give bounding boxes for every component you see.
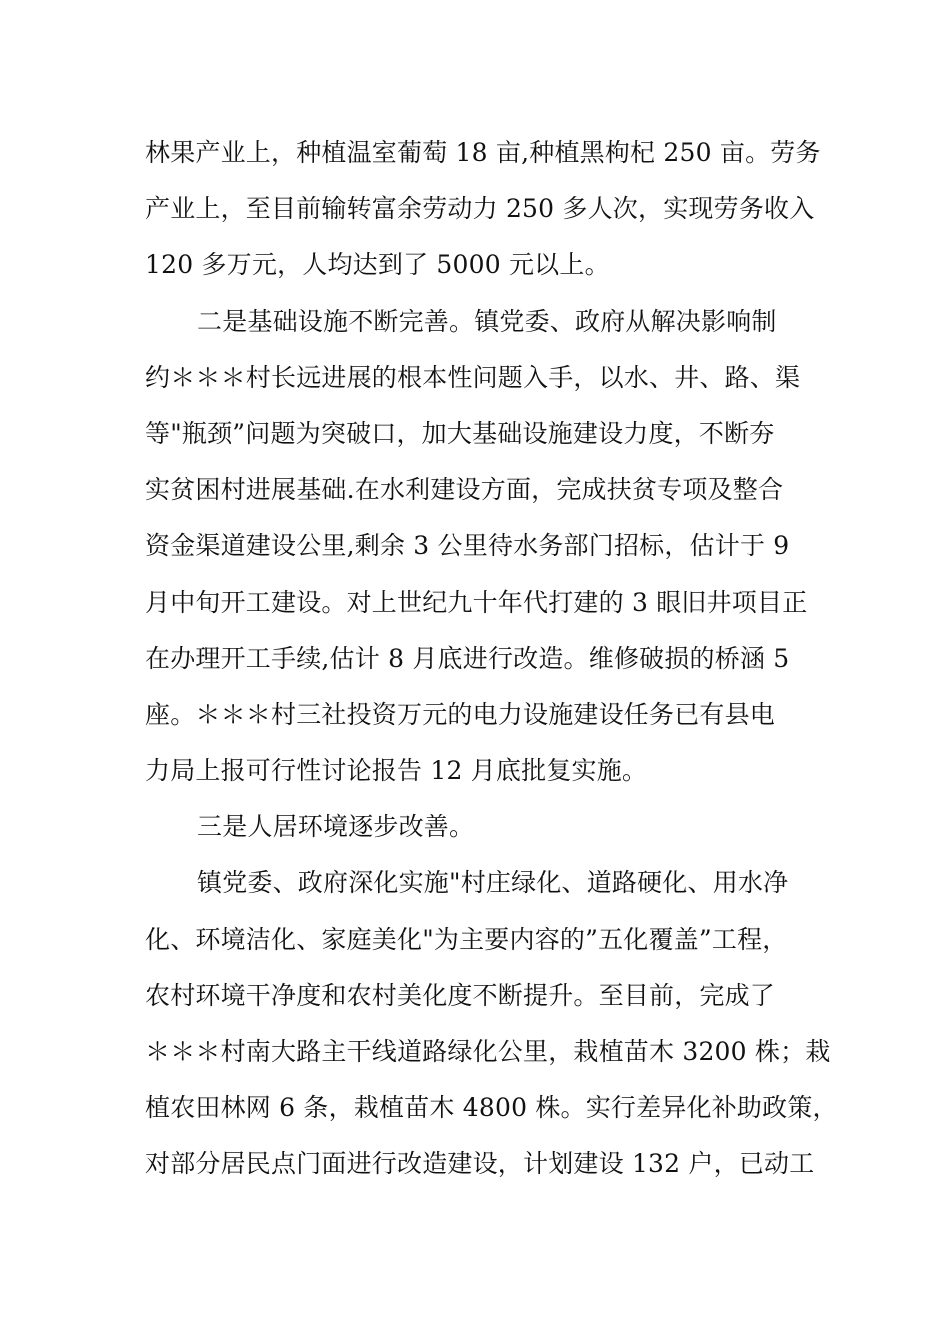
paragraph-first-line: 镇党委、政府深化实施"村庄绿化、道路硬化、用水净: [197, 868, 789, 898]
paragraph-first-line: 二是基础设施不断完善。镇党委、政府从解决影响制: [197, 306, 777, 336]
paragraph-heading: 三是人居环境逐步改善。: [197, 812, 475, 842]
text-line: 座。＊＊＊村三社投资万元的电力设施建设任务已有县电: [145, 699, 776, 729]
text-line: 力局上报可行性讨论报告 12 月底批复实施。: [145, 756, 648, 786]
text-line: 约＊＊＊村长远进展的根本性问题入手，以水、井、路、渠: [145, 362, 801, 392]
text-line: 林果产业上，种植温室葡萄 18 亩,种植黑枸杞 250 亩。劳务: [145, 138, 821, 167]
text-line: 化、环境洁化、家庭美化"为主要内容的”五化覆盖”工程，: [145, 924, 788, 954]
text-line: 对部分居民点门面进行改造建设，计划建设 132 户，已动工: [145, 1149, 815, 1179]
text-line: 等"瓶颈”问题为突破口，加大基础设施建设力度，不断夯: [145, 418, 775, 448]
text-line: 植农田林网 6 条，栽植苗木 4800 株。实行差异化补助政策，: [145, 1093, 838, 1123]
text-line: ＊＊＊村南大路主干线道路绿化公里，栽植苗木 3200 株；栽: [145, 1037, 831, 1066]
text-line: 农村环境干净度和农村美化度不断提升。至目前，完成了: [145, 980, 776, 1010]
text-line: 月中旬开工建设。对上世纪九十年代打建的 3 眼旧井项目正: [145, 587, 808, 617]
text-line: 在办理开工手续,估计 8 月底进行改造。维修破损的桥涵 5: [145, 643, 790, 673]
text-line: 实贫困村进展基础.在水利建设方面，完成扶贫专项及整合: [145, 475, 784, 505]
text-line: 120 多万元，人均达到了 5000 元以上。: [145, 250, 610, 280]
text-line: 产业上，至目前输转富余劳动力 250 多人次，实现劳务收入: [145, 194, 815, 224]
body-text: [145, 125, 838, 1193]
text-line: 资金渠道建设公里,剩余 3 公里待水务部门招标，估计于 9: [145, 531, 790, 561]
